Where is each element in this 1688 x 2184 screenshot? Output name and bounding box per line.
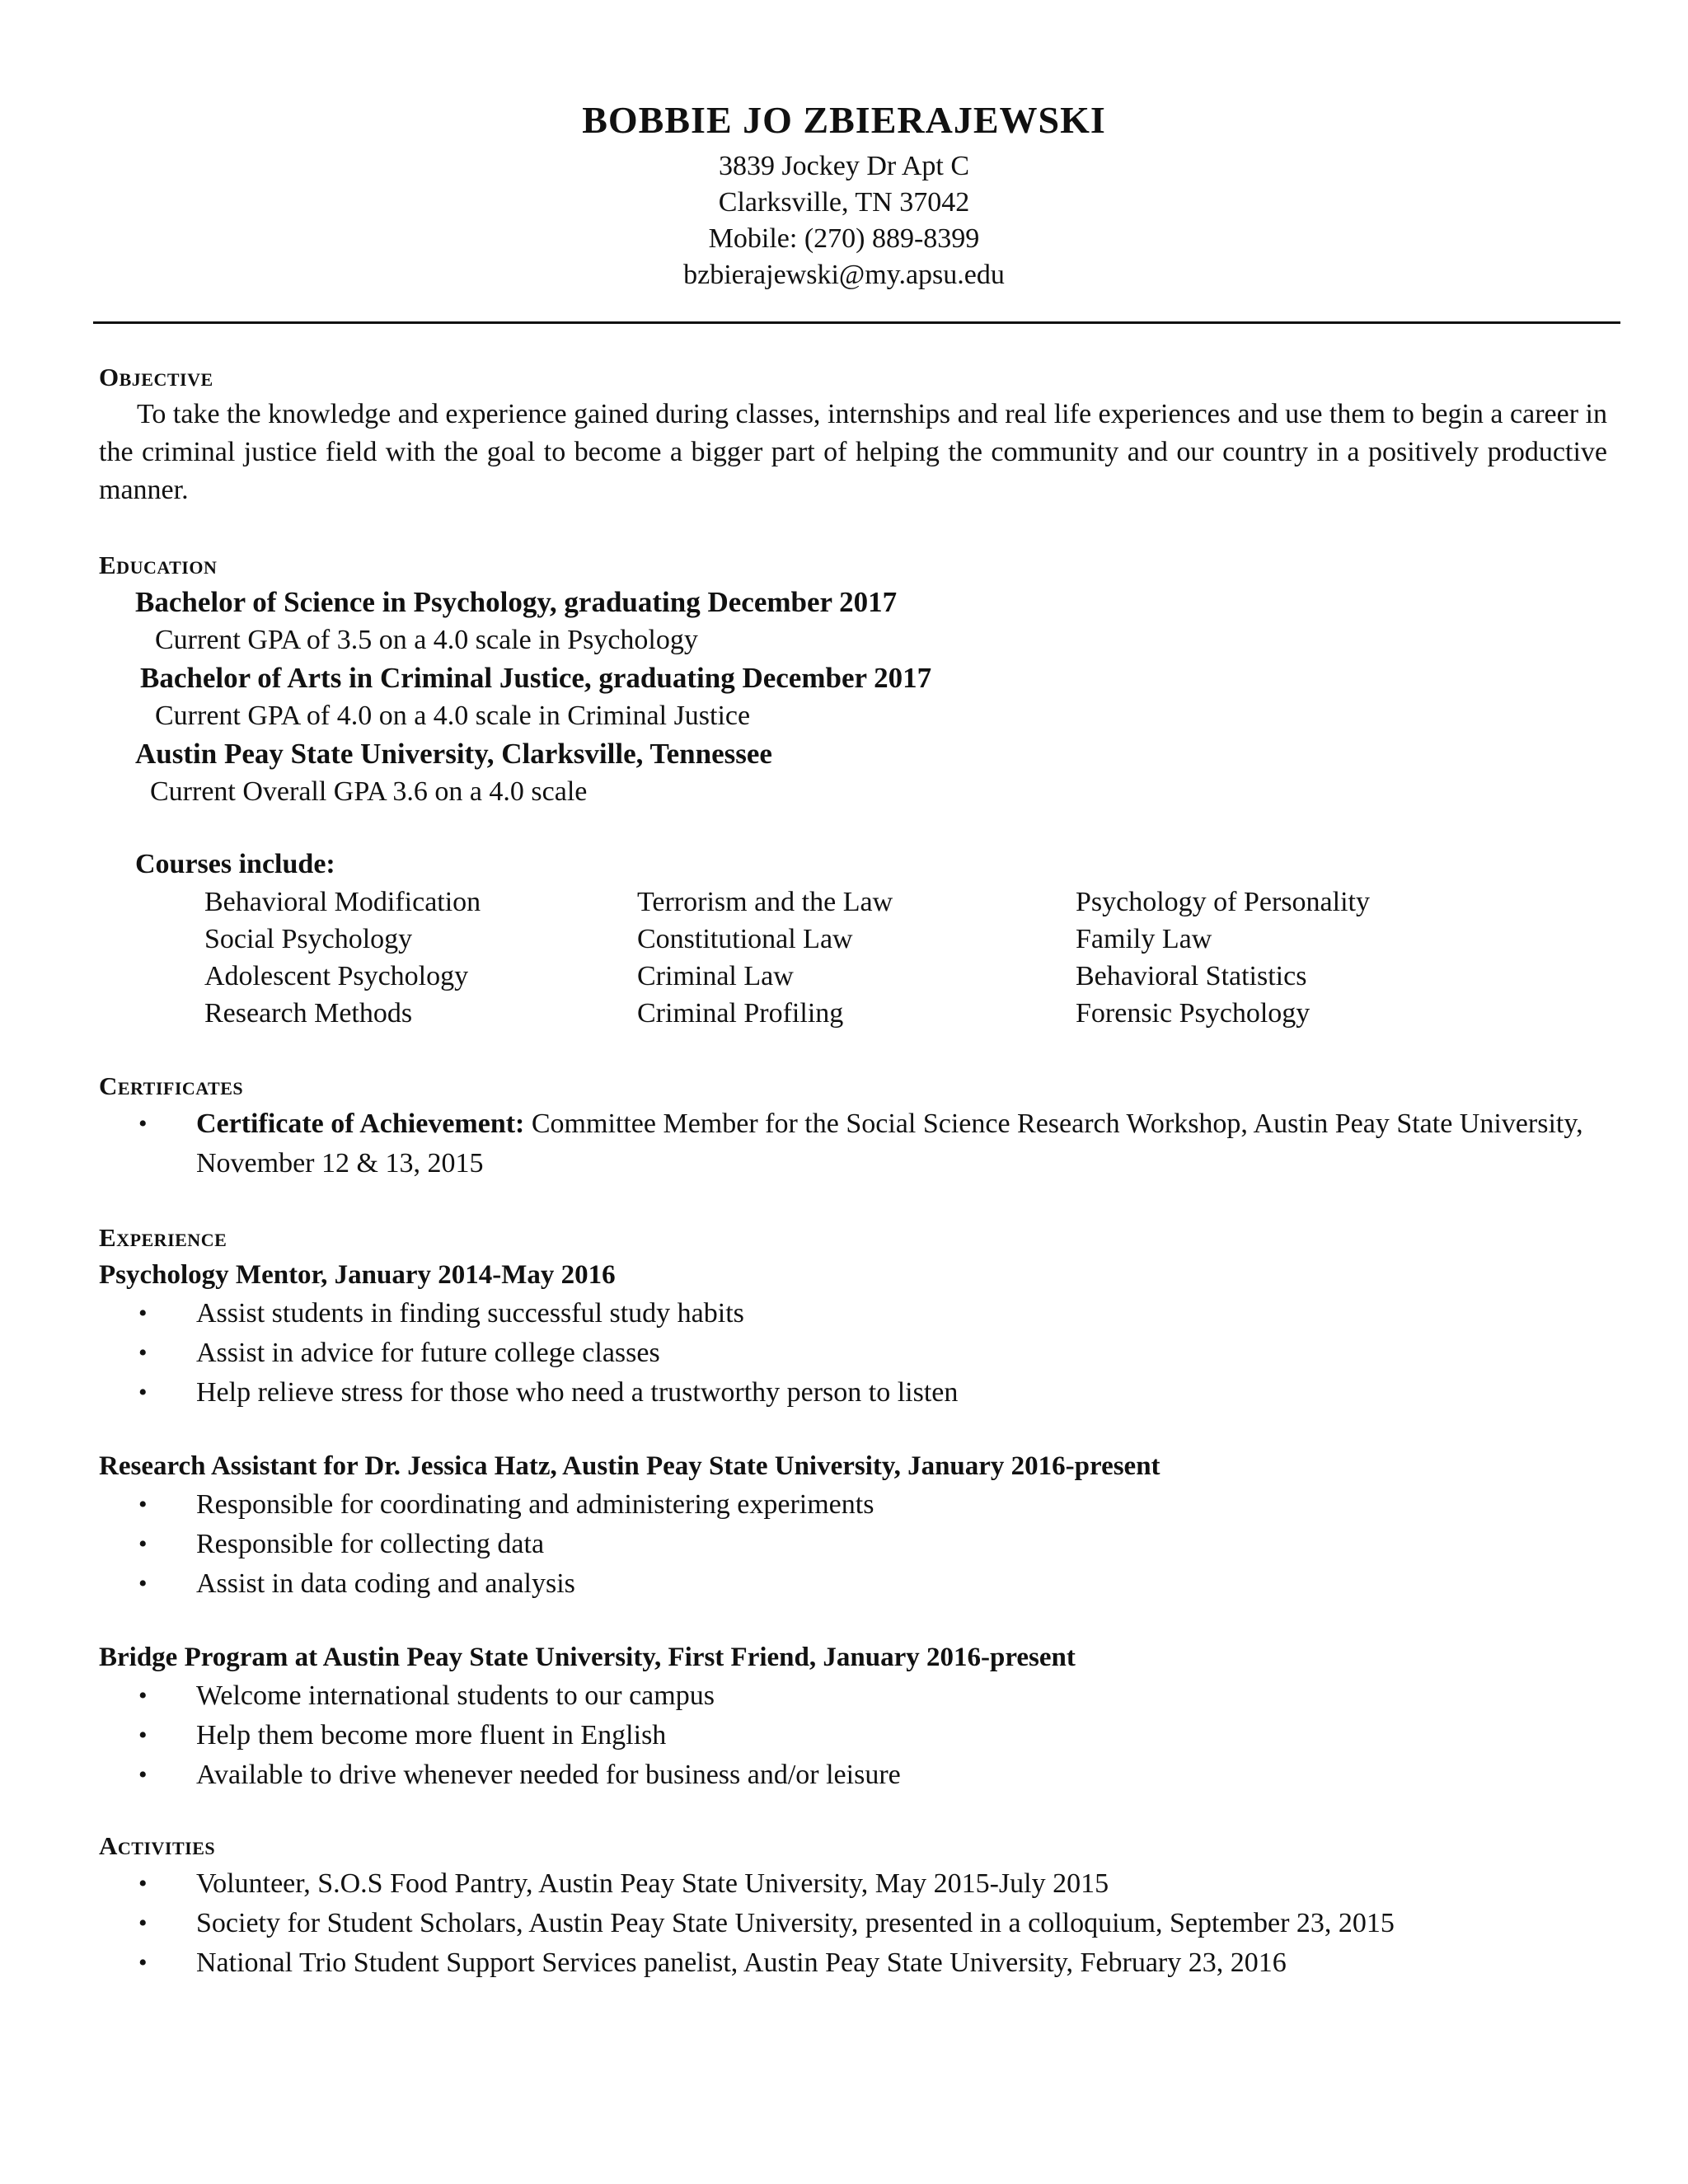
bullet-icon: • <box>138 1339 148 1366</box>
bullet-icon: • <box>138 1949 148 1976</box>
course-item: Forensic Psychology <box>1076 998 1311 1029</box>
name-initial-last: Z <box>803 99 830 141</box>
address-line-2: Clarksville, TN 37042 <box>718 187 970 218</box>
bullet-text: Assist in data coding and analysis <box>196 1568 575 1599</box>
name-rest-middle: O <box>762 99 804 141</box>
school-name: Austin Peay State University, Clarksville, Tennessee <box>135 738 772 770</box>
list-item <box>99 1943 1607 1983</box>
bullet-text: Available to drive whenever needed for business and/or leisure <box>196 1760 901 1790</box>
bullet-icon: • <box>138 1570 148 1597</box>
course-item: Family Law <box>1076 924 1212 954</box>
bullet-icon: • <box>138 1682 148 1709</box>
degree-2-gpa: Current GPA of 4.0 on a 4.0 scale in Criminal Justice <box>155 701 751 731</box>
objective-section <box>99 359 1607 509</box>
job-1-bullets <box>99 1294 1607 1413</box>
list-item <box>99 1294 1607 1333</box>
degree-1-gpa: Current GPA of 3.5 on a 4.0 scale in Psychology <box>155 625 698 655</box>
experience-heading: Experience <box>99 1223 227 1252</box>
education-section <box>99 547 1607 1032</box>
job-3-title: Bridge Program at Austin Peay State University, First Friend, January 2016-present <box>99 1643 1076 1672</box>
header-divider <box>93 321 1620 324</box>
activities-section <box>99 1828 1607 1983</box>
name-initial-first: B <box>582 99 608 141</box>
bullet-icon: • <box>138 1910 148 1937</box>
list-item <box>99 1755 1607 1795</box>
list-item <box>99 1564 1607 1604</box>
bullet-text: Help them become more fluent in English <box>196 1720 667 1750</box>
course-item: Criminal Profiling <box>637 998 844 1029</box>
list-item <box>99 1373 1607 1413</box>
bullet-text: Responsible for collecting data <box>196 1529 545 1559</box>
overall-gpa: Current Overall GPA 3.6 on a 4.0 scale <box>150 776 588 807</box>
certificate-text: Committee Member for the Social Science Research Workshop, Austin Peay State University, November 12 & 13, 2015 <box>196 1108 1583 1179</box>
address-line-1: 3839 Jockey Dr Apt C <box>718 151 970 181</box>
activities-heading: Activities <box>99 1831 216 1860</box>
courses-label: Courses include: <box>135 849 335 879</box>
job-2-title: Research Assistant for Dr. Jessica Hatz, Austin Peay State University, January 2016-present <box>99 1451 1160 1481</box>
list-item <box>99 1525 1607 1564</box>
course-item: Social Psychology <box>204 924 413 954</box>
certificate-item <box>99 1104 1607 1183</box>
name-rest-first: OBBIE <box>607 99 743 141</box>
degree-1-title: Bachelor of Science in Psychology, graduating December 2017 <box>135 586 898 618</box>
name-initial-middle: J <box>743 99 763 141</box>
bullet-icon: • <box>138 1722 148 1749</box>
course-list <box>204 883 1607 1032</box>
name-rest-last: BIERAJEWSKI <box>829 99 1106 141</box>
certificates-list <box>99 1104 1607 1183</box>
course-item: Terrorism and the Law <box>637 887 893 917</box>
bullet-text: Volunteer, S.O.S Food Pantry, Austin Peay State University, May 2015-July 2015 <box>196 1868 1109 1899</box>
list-item <box>99 1333 1607 1373</box>
course-item: Constitutional Law <box>637 924 853 954</box>
bullet-text: Society for Student Scholars, Austin Peay State University, presented in a colloquium, September 23, 2015 <box>196 1908 1395 1938</box>
list-item <box>99 1485 1607 1525</box>
experience-section <box>99 1220 1607 1795</box>
course-item: Research Methods <box>204 998 413 1029</box>
bullet-text: Help relieve stress for those who need a trustworthy person to listen <box>196 1377 959 1408</box>
applicant-name <box>0 97 1688 143</box>
bullet-icon: • <box>138 1530 148 1558</box>
bullet-text: Welcome international students to our campus <box>196 1680 715 1711</box>
bullet-icon: • <box>138 1110 148 1137</box>
resume-header <box>0 97 1688 293</box>
bullet-icon: • <box>138 1870 148 1897</box>
list-item <box>99 1676 1607 1716</box>
list-item <box>99 1716 1607 1755</box>
course-item: Behavioral Modification <box>204 887 481 917</box>
bullet-icon: • <box>138 1491 148 1518</box>
bullet-icon: • <box>138 1379 148 1406</box>
bullet-text: National Trio Student Support Services panelist, Austin Peay State University, February 23, 2016 <box>196 1947 1287 1978</box>
bullet-text: Assist students in finding successful study habits <box>196 1298 744 1329</box>
phone-number: Mobile: (270) 889-8399 <box>708 223 980 254</box>
list-item <box>99 1904 1607 1943</box>
degree-2-title: Bachelor of Arts in Criminal Justice, graduating December 2017 <box>140 662 932 694</box>
education-heading: Education <box>99 551 218 579</box>
list-item <box>99 1864 1607 1904</box>
bullet-icon: • <box>138 1300 148 1327</box>
objective-text: To take the knowledge and experience gained during classes, internships and real life experiences and use them to begin a career in the criminal justice field with the goal to become a bigger part of helping the community and our country in a positively productive manner. <box>99 399 1607 505</box>
certificate-label: Certificate of Achievement: <box>196 1108 525 1139</box>
job-3-bullets <box>99 1676 1607 1795</box>
course-item: Criminal Law <box>637 961 794 991</box>
bullet-text: Responsible for coordinating and administering experiments <box>196 1489 874 1520</box>
course-item: Psychology of Personality <box>1076 887 1370 917</box>
job-1-title: Psychology Mentor, January 2014-May 2016 <box>99 1260 616 1290</box>
email-address: bzbierajewski@my.apsu.edu <box>683 260 1005 290</box>
certificates-section <box>99 1068 1607 1183</box>
certificates-heading: Certificates <box>99 1071 244 1100</box>
course-item: Adolescent Psychology <box>204 961 469 991</box>
bullet-text: Assist in advice for future college classes <box>196 1338 660 1368</box>
activities-list <box>99 1864 1607 1983</box>
course-item: Behavioral Statistics <box>1076 961 1307 991</box>
job-2-bullets <box>99 1485 1607 1604</box>
objective-heading: Objective <box>99 363 213 391</box>
bullet-icon: • <box>138 1761 148 1788</box>
